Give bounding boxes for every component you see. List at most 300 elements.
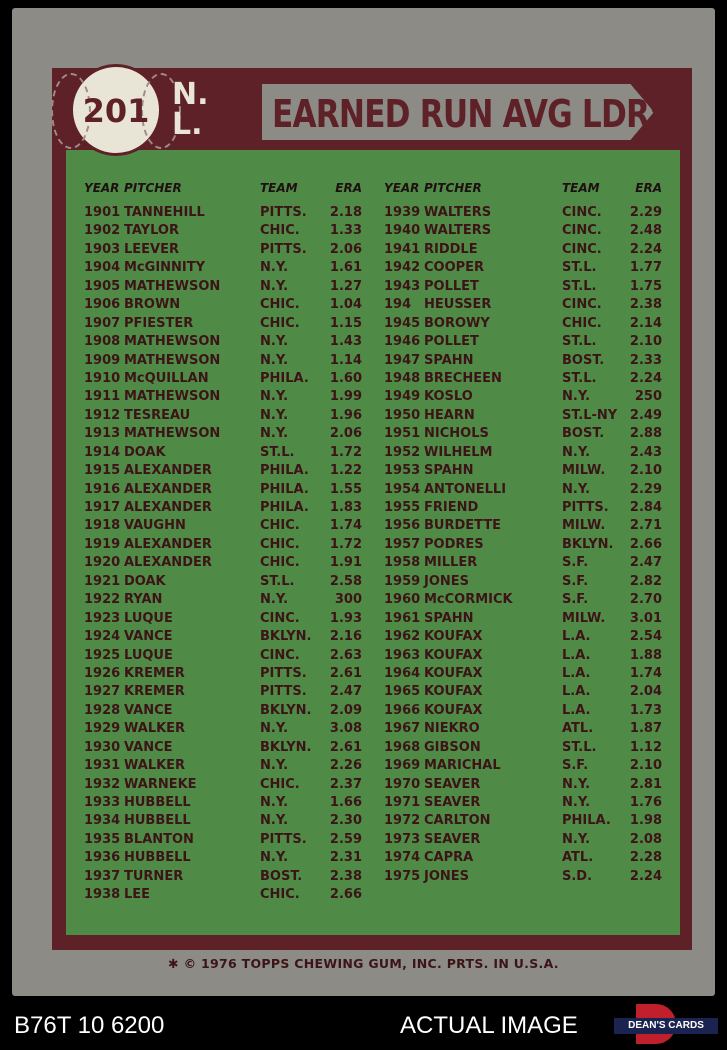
cell-team: CHIC. [260,887,300,903]
table-row [84,536,374,554]
cell-year: 1955 [384,500,421,515]
cell-era: 2.24 [629,241,662,257]
cell-year: 1960 [384,592,421,608]
cell-year: 1942 [384,260,421,276]
cell-team: PITTS. [260,665,307,681]
cell-pitcher: VANCE [124,629,173,645]
table-row [84,388,374,406]
cell-team: BOST. [562,352,605,368]
cell-era: 2.06 [329,241,362,257]
table-row [84,812,374,830]
cell-year: 1966 [384,702,421,718]
cell-team: ST.L. [260,444,295,460]
cell-year: 1921 [84,573,121,589]
cell-year: 1912 [84,407,121,423]
cell-team: N.Y. [562,389,591,405]
cell-pitcher: BOROWY [424,315,490,331]
card-title: EARNED RUN AVG LDRS [272,92,671,136]
cell-year: 1971 [384,795,421,810]
cell-pitcher: DOAK [124,444,166,460]
cell-era: 2.30 [329,813,362,829]
cell-era: 1.83 [329,500,362,515]
cell-era: 2.29 [629,481,662,497]
cell-era: 1.99 [329,389,362,405]
table-row [84,794,374,812]
cell-pitcher: JONES [424,868,470,884]
cell-year: 1972 [384,813,421,829]
cell-era: 2.63 [329,647,362,663]
table-row [84,831,374,849]
cell-year: 1968 [384,739,421,755]
table-row [84,481,374,499]
table-row [84,241,374,259]
table-row [384,776,674,794]
cell-team: PITTS. [260,241,307,257]
cell-year: 1948 [384,370,421,386]
cell-team: N.Y. [260,850,289,866]
cell-team: MILW. [562,463,606,479]
table-row [84,517,374,535]
table-row [384,831,674,849]
cell-team: PHILA. [260,481,309,497]
league-letter-n: N. [172,77,209,112]
actual-image-label: ACTUAL IMAGE [400,1012,578,1039]
cell-year: 1975 [384,868,421,884]
cell-year: 1939 [384,205,421,220]
cell-era: 1.91 [329,555,362,571]
cell-year: 1969 [384,758,421,774]
left-rows [84,204,374,905]
table-row [384,573,674,591]
cell-pitcher: McCORMICK [424,592,513,608]
cell-team: CINC. [260,647,300,663]
cell-team: PITTS. [260,684,307,700]
cell-team: CHIC. [562,315,602,331]
deans-cards-logo[interactable] [614,1004,718,1044]
cell-year: 1928 [84,702,121,718]
cell-era: 1.87 [629,721,662,737]
cell-year: 194 [384,297,412,313]
table-row [84,222,374,240]
cell-year: 1935 [84,831,121,847]
right-rows [384,204,674,886]
cell-era: 2.47 [329,684,362,700]
cell-pitcher: RYAN [124,592,163,608]
cell-team: ST.L. [562,370,597,386]
cell-year: 1922 [84,592,121,608]
table-row [84,776,374,794]
left-column [84,180,374,905]
cell-pitcher: KREMER [124,684,185,700]
cell-era: 1.15 [329,315,362,331]
cell-pitcher: TANNEHILL [124,205,205,220]
cell-pitcher: PODRES [424,536,484,552]
cell-year: 1906 [84,297,121,313]
table-row [384,868,674,886]
cell-pitcher: COOPER [424,260,485,276]
table-row [384,462,674,480]
cell-team: N.Y. [260,592,289,608]
table-row [384,665,674,683]
cell-pitcher: NICHOLS [424,426,489,442]
table-row [384,536,674,554]
cell-team: BOST. [260,868,303,884]
table-row [384,739,674,757]
cell-era: 2.37 [329,776,362,792]
cell-team: PHILA. [260,370,309,386]
table-row [84,333,374,351]
cell-pitcher: BLANTON [124,831,194,847]
cell-era: 2.18 [329,205,362,220]
cell-era: 2.24 [629,370,662,386]
cell-team: CHIC. [260,518,300,534]
cell-pitcher: BROWN [124,297,181,313]
cell-team: L.A. [562,684,591,700]
cell-era: 2.81 [629,776,662,792]
cell-team: MILW. [562,518,606,534]
cell-pitcher: CAPRA [424,850,474,866]
cell-era: 2.24 [629,868,662,884]
cell-team: CINC. [260,610,300,626]
cell-team: ST.L. [562,260,597,276]
cell-pitcher: POLLET [424,278,479,294]
cell-pitcher: HUBBELL [124,813,191,829]
cell-year: 1952 [384,444,421,460]
cell-pitcher: LUQUE [124,647,173,663]
cell-pitcher: SPAHN [424,463,474,479]
table-row [84,444,374,462]
cell-year: 1962 [384,629,421,645]
cell-year: 1910 [84,370,121,386]
cell-year: 1965 [384,684,421,700]
table-row [384,296,674,314]
cell-pitcher: MATHEWSON [124,352,221,368]
table-row [84,407,374,425]
table-row [384,720,674,738]
cell-era: 2.59 [329,831,362,847]
cell-era: 2.04 [629,684,662,700]
cell-team: CHIC. [260,297,300,313]
cell-year: 1940 [384,223,421,239]
cell-team: CHIC. [260,555,300,571]
cell-team: N.Y. [260,758,289,774]
cell-era: 2.61 [329,665,362,681]
cell-era: 1.88 [629,647,662,663]
cell-team: L.A. [562,702,591,718]
header-year: YEAR [84,181,120,195]
cell-pitcher: FRIEND [424,500,479,515]
cell-era: 1.73 [629,702,662,718]
table-row [384,481,674,499]
cell-pitcher: WALKER [124,721,186,737]
cell-year: 1914 [84,444,121,460]
table-row [84,849,374,867]
cell-era: 2.70 [629,592,662,608]
cell-year: 1945 [384,315,421,331]
cell-team: MILW. [562,610,606,626]
cell-team: ST.L. [562,334,597,350]
cell-team: L.A. [562,629,591,645]
right-column [384,180,674,886]
cell-pitcher: MATHEWSON [124,426,221,442]
cell-team: ATL. [562,721,594,737]
cell-era: 1.61 [329,260,362,276]
cell-pitcher: VANCE [124,702,173,718]
cell-team: N.Y. [260,426,289,442]
cell-pitcher: HEUSSER [424,297,492,313]
table-row [84,702,374,720]
cell-team: CINC. [562,205,602,220]
cell-pitcher: KOUFAX [424,684,483,700]
cell-year: 1937 [84,868,121,884]
cell-pitcher: MARICHAL [424,758,501,774]
cell-pitcher: HUBBELL [124,850,191,866]
cell-team: PITTS. [562,500,609,515]
cell-year: 1911 [84,389,121,405]
cell-year: 1908 [84,334,121,350]
copyright-line: ✱ © 1976 TOPPS CHEWING GUM, INC. PRTS. IN U.S.A. [168,956,559,971]
cell-year: 1949 [384,389,421,405]
cell-pitcher: JONES [424,573,470,589]
cell-year: 1926 [84,665,121,681]
table-row [384,222,674,240]
table-row [384,425,674,443]
table-row [384,204,674,222]
cell-era: 1.43 [329,334,362,350]
cell-pitcher: PFIESTER [124,315,194,331]
cell-pitcher: HUBBELL [124,795,191,810]
cell-era: 2.58 [329,573,362,589]
cell-year: 1974 [384,850,421,866]
cell-year: 1951 [384,426,421,442]
cell-pitcher: HEARN [424,407,475,423]
cell-era: 2.10 [629,758,662,774]
cell-team: PHILA. [260,463,309,479]
cell-era: 1.33 [329,223,362,239]
cell-pitcher: TESREAU [124,407,191,423]
table-row [84,462,374,480]
cell-team: S.D. [562,868,593,884]
table-row [384,794,674,812]
cell-pitcher: KOUFAX [424,702,483,718]
cell-pitcher: VANCE [124,739,173,755]
cell-pitcher: ALEXANDER [124,555,212,571]
cell-era: 1.72 [329,444,362,460]
cell-team: N.Y. [260,334,289,350]
cell-pitcher: BURDETTE [424,518,502,534]
cell-pitcher: LEE [124,887,151,903]
cell-year: 1923 [84,610,121,626]
cell-era: 2.54 [629,629,662,645]
cell-year: 1920 [84,555,121,571]
cell-team: ST.L-NY [562,407,618,423]
table-row [84,739,374,757]
cell-pitcher: TAYLOR [124,223,179,239]
cell-year: 1963 [384,647,421,663]
cell-year: 1904 [84,260,121,276]
table-row [84,757,374,775]
cell-team: N.Y. [562,831,591,847]
cell-year: 1938 [84,887,121,903]
cell-era: 1.22 [329,463,362,479]
cell-team: N.Y. [562,481,591,497]
cell-year: 1916 [84,481,121,497]
table-row [84,425,374,443]
cell-team: ST.L. [562,739,597,755]
header-team: TEAM [562,181,600,195]
cell-era: 2.88 [629,426,662,442]
cell-era: 1.74 [329,518,362,534]
cell-year: 1927 [84,684,121,700]
cell-year: 1953 [384,463,421,479]
table-row [84,296,374,314]
header-team: TEAM [260,181,298,195]
cell-pitcher: LEEVER [124,241,179,257]
table-row [384,812,674,830]
cell-team: S.F. [562,758,589,774]
cell-team: N.Y. [260,260,289,276]
cell-era: 3.08 [329,721,362,737]
cell-year: 1964 [384,665,421,681]
cell-pitcher: NIEKRO [424,721,480,737]
cell-year: 1973 [384,831,421,847]
cell-era: 1.77 [629,260,662,276]
cell-team: ATL. [562,850,594,866]
cell-era: 2.10 [629,334,662,350]
cell-team: BOST. [562,426,605,442]
cell-era: 2.38 [629,297,662,313]
cell-pitcher: SEAVER [424,795,481,810]
cell-team: BKLYN. [260,629,312,645]
cell-era: 2.66 [329,887,362,903]
table-row [84,352,374,370]
cell-year: 1967 [384,721,421,737]
cell-era: 1.60 [329,370,362,386]
cell-year: 1915 [84,463,121,479]
table-row [384,499,674,517]
cell-year: 1913 [84,426,121,442]
cell-team: L.A. [562,647,591,663]
cell-era: 2.09 [329,702,362,718]
cell-team: ST.L. [260,573,295,589]
table-row [84,665,374,683]
cell-team: PITTS. [260,205,307,220]
cell-era: 2.48 [629,223,662,239]
cell-era: 1.98 [629,813,662,829]
cell-era: 1.27 [329,278,362,294]
cell-pitcher: MATHEWSON [124,334,221,350]
table-row [384,591,674,609]
table-row [384,241,674,259]
table-row [84,573,374,591]
table-row [84,610,374,628]
cell-pitcher: McQUILLAN [124,370,209,386]
cell-year: 1943 [384,278,421,294]
cell-era: 1.72 [329,536,362,552]
cell-era: 2.06 [329,426,362,442]
cell-year: 1924 [84,629,121,645]
cell-era: 2.26 [329,758,362,774]
cell-era: 2.08 [629,831,662,847]
cell-team: N.Y. [260,278,289,294]
cell-era: 2.61 [329,739,362,755]
table-row [84,259,374,277]
cell-era: 2.14 [629,315,662,331]
cell-era: 2.82 [629,573,662,589]
table-row [384,370,674,388]
cell-team: N.Y. [260,389,289,405]
cell-year: 1930 [84,739,121,755]
table-row [384,444,674,462]
header-era: ERA [635,181,662,195]
cell-year: 1933 [84,795,121,810]
cell-pitcher: MILLER [424,555,478,571]
header-pitcher: PITCHER [424,181,482,195]
table-row [384,517,674,535]
cell-era: 2.33 [629,352,662,368]
cell-pitcher: SPAHN [424,352,474,368]
cell-team: BKLYN. [260,739,312,755]
cell-pitcher: GIBSON [424,739,481,755]
league-letter-l: L. [172,107,203,142]
cell-era: 1.55 [329,481,362,497]
cell-year: 1946 [384,334,421,350]
table-row [384,610,674,628]
card-number: 201 [82,92,150,130]
cell-pitcher: KREMER [124,665,185,681]
cell-pitcher: ALEXANDER [124,463,212,479]
cell-year: 1917 [84,500,121,515]
cell-team: CHIC. [260,776,300,792]
cell-pitcher: KOUFAX [424,647,483,663]
table-row [384,333,674,351]
table-row [384,278,674,296]
cell-pitcher: BRECHEEN [424,370,502,386]
cell-year: 1941 [384,241,421,257]
table-row [84,591,374,609]
cell-team: BKLYN. [562,536,614,552]
cell-pitcher: WARNEKE [124,776,197,792]
cell-year: 1929 [84,721,121,737]
cell-year: 1932 [84,776,121,792]
table-row [84,315,374,333]
cell-era: 300 [334,592,362,608]
logo-text: DEAN'S CARDS [614,1018,718,1034]
cell-pitcher: SPAHN [424,610,474,626]
cell-pitcher: DOAK [124,573,166,589]
cell-pitcher: TURNER [124,868,184,884]
table-row [84,204,374,222]
cell-era: 2.38 [329,868,362,884]
cell-year: 1936 [84,850,121,866]
cell-era: 1.14 [329,352,362,368]
cell-team: CINC. [562,297,602,313]
table-row [84,278,374,296]
cell-pitcher: McGINNITY [124,260,206,276]
cell-year: 1959 [384,573,421,589]
cell-team: N.Y. [260,813,289,829]
cell-team: N.Y. [562,444,591,460]
cell-pitcher: MATHEWSON [124,389,221,405]
cell-year: 1919 [84,536,121,552]
cell-pitcher: WALTERS [424,205,492,220]
cell-year: 1907 [84,315,121,331]
cell-team: N.Y. [260,721,289,737]
table-row [384,407,674,425]
cell-era: 1.76 [629,795,662,810]
cell-year: 1970 [384,776,421,792]
cell-era: 1.75 [629,278,662,294]
